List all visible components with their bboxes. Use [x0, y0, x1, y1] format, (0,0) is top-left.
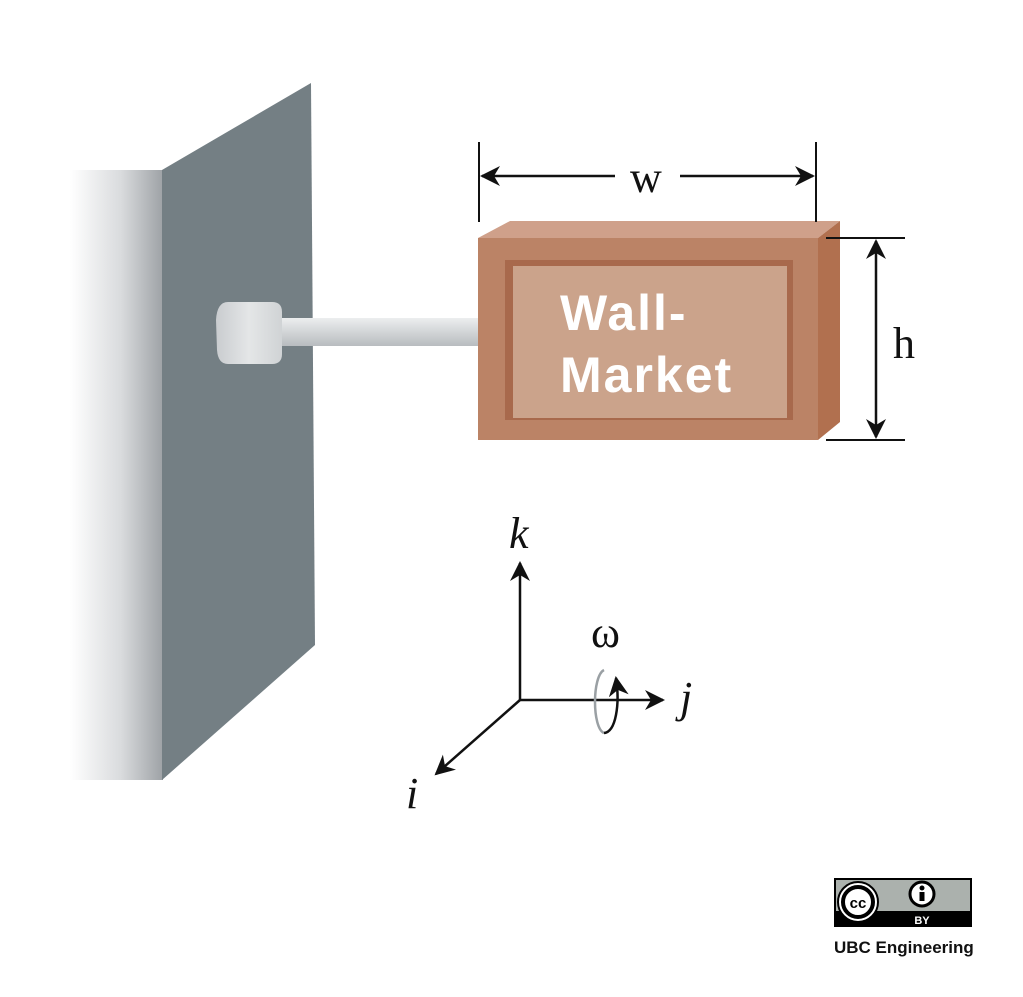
rod-mount	[216, 302, 282, 364]
attribution-icon-body	[920, 892, 925, 901]
credit-text: UBC Engineering	[834, 938, 974, 957]
width-label: w	[630, 153, 662, 202]
wall-market-sign	[478, 221, 840, 440]
i-axis-label: i	[406, 769, 419, 818]
license-badge-text: BY	[914, 915, 930, 927]
rotation-back-arc	[595, 670, 604, 733]
wall-face	[162, 83, 315, 780]
wall-edge	[70, 170, 163, 780]
sign-side-face	[818, 221, 840, 440]
license-badge	[834, 878, 974, 957]
rotation-indicator	[591, 608, 620, 733]
k-axis-label: k	[509, 509, 529, 558]
attribution-icon-head	[920, 886, 925, 891]
rod-bar	[270, 318, 485, 346]
sign-text-line2: Market	[560, 347, 734, 403]
omega-label: ω	[591, 608, 620, 657]
coordinate-axes	[406, 509, 692, 818]
i-axis	[436, 700, 520, 774]
sign-top-face	[478, 221, 840, 238]
cc-icon-letters: cc	[849, 895, 867, 912]
sign-text-line1: Wall-	[560, 285, 688, 341]
sign-rod	[216, 302, 485, 364]
width-dimension	[479, 142, 816, 222]
j-axis-label: j	[680, 673, 693, 722]
height-label: h	[893, 319, 915, 368]
rotation-front-arc	[604, 678, 618, 733]
wall	[70, 83, 315, 780]
